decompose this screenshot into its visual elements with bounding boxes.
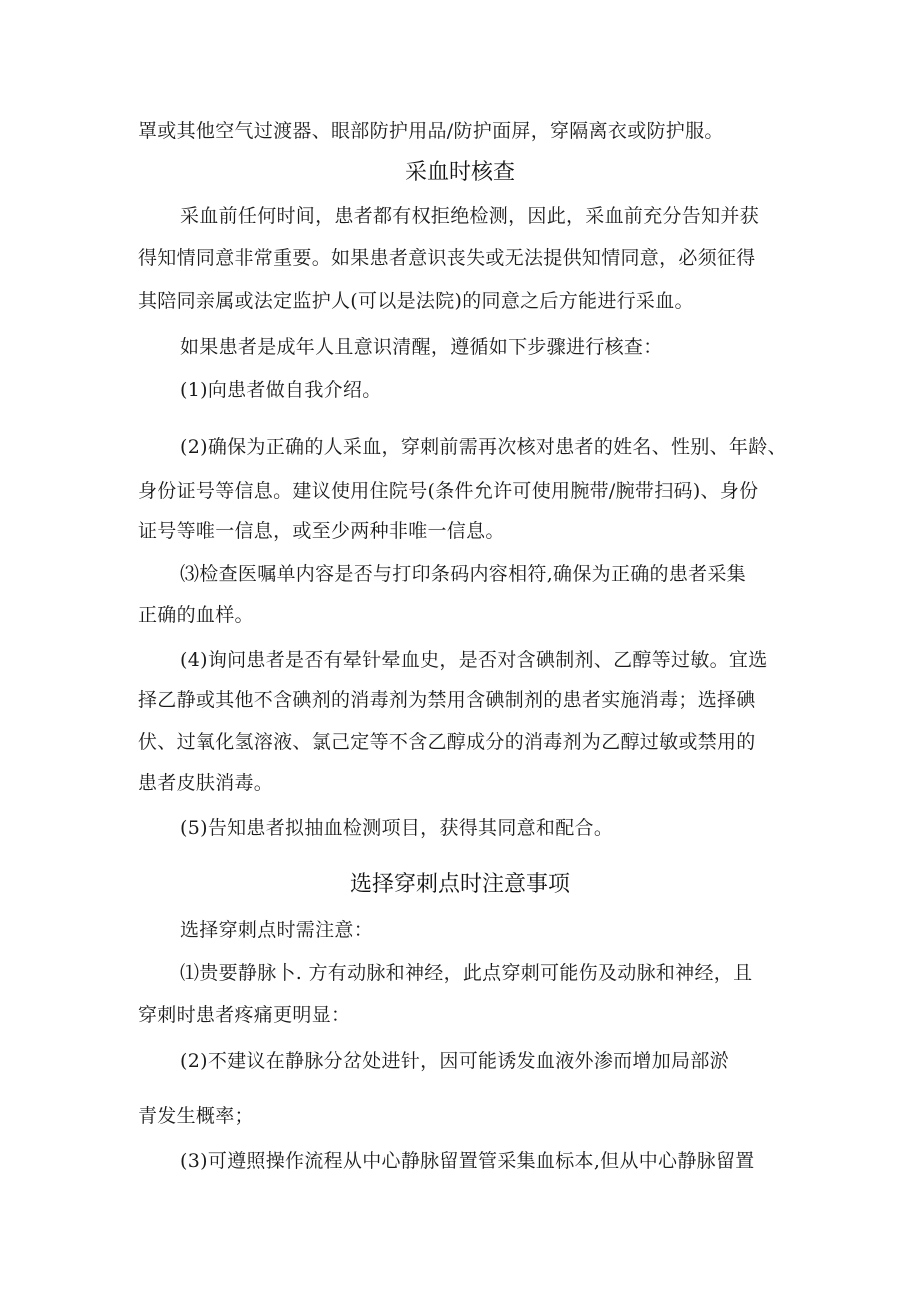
item-1-line-1: ⑴贵要静脉卜. 方有动脉和神经，此点穿刺可能伤及动脉和神经，且 — [180, 962, 753, 984]
step-3-line-2: 正确的血样。 — [138, 604, 254, 626]
step-2-line-3: 证号等唯一信息，或至少两种非唯一信息。 — [138, 520, 505, 542]
step-4-line-3: 伏、过氧化氢溶液、氯己定等不含乙醇成分的消毒剂为乙醇过敏或禁用的 — [138, 731, 756, 753]
step-4-line-2: 择乙静或其他不含碘剂的消毒剂为禁用含碘制剂的患者实施消毒；选择碘 — [138, 689, 756, 711]
step-4-line-1: (4)询问患者是否有晕针晕血史，是否对含碘制剂、乙醇等过敏。宜选 — [180, 649, 768, 671]
section-title-puncture-site: 选择穿刺点时注意事项 — [349, 872, 570, 897]
paragraph-consent-line-3: 其陪同亲属或法定监护人(可以是法院)的同意之后方能进行采血。 — [138, 290, 694, 312]
step-1: (1)向患者做自我介绍。 — [180, 379, 382, 401]
paragraph-consent-line-1: 采血前任何时间，患者都有权拒绝检测，因此，采血前充分告知并获 — [180, 205, 760, 227]
paragraph-puncture-intro: 选择穿刺点时需注意： — [180, 919, 374, 941]
step-5: (5)告知患者拟抽血检测项目，获得其同意和配合。 — [180, 817, 614, 839]
step-2-line-1: (2)确保为正确的人采血，穿刺前需再次核对患者的姓名、性别、年龄、 — [180, 436, 787, 458]
item-1-line-2: 穿刺时患者疼痛更明显： — [138, 1004, 351, 1026]
item-2-line-1: (2)不建议在静脉分岔处进针，因可能诱发血液外渗而增加局部淤 — [180, 1050, 729, 1072]
paragraph-steps-intro: 如果患者是成年人且意识清醒，遵循如下步骤进行核查： — [180, 336, 663, 358]
step-3-line-1: ⑶检查医嘱单内容是否与打印条码内容相符,确保为正确的患者采集 — [180, 563, 747, 585]
item-3-line-1: (3)可遵照操作流程从中心静脉留置管采集血标本,但从中心静脉留置 — [180, 1150, 755, 1172]
item-2-line-2: 青发生概率； — [138, 1105, 254, 1127]
paragraph-consent-line-2: 得知情同意非常重要。如果患者意识丧失或无法提供知情同意，必须征得 — [138, 247, 756, 269]
step-4-line-4: 患者皮肤消毒。 — [138, 772, 274, 794]
section-title-blood-draw-check: 采血时核查 — [404, 160, 515, 185]
paragraph-intro-tail: 罩或其他空气过渡器、眼部防护用品/防护面屏，穿隔离衣或防护服。 — [138, 120, 724, 142]
step-2-line-2: 身份证号等信息。建议使用住院号(条件允许可使用腕带/腕带扫码)、身份 — [138, 480, 759, 502]
